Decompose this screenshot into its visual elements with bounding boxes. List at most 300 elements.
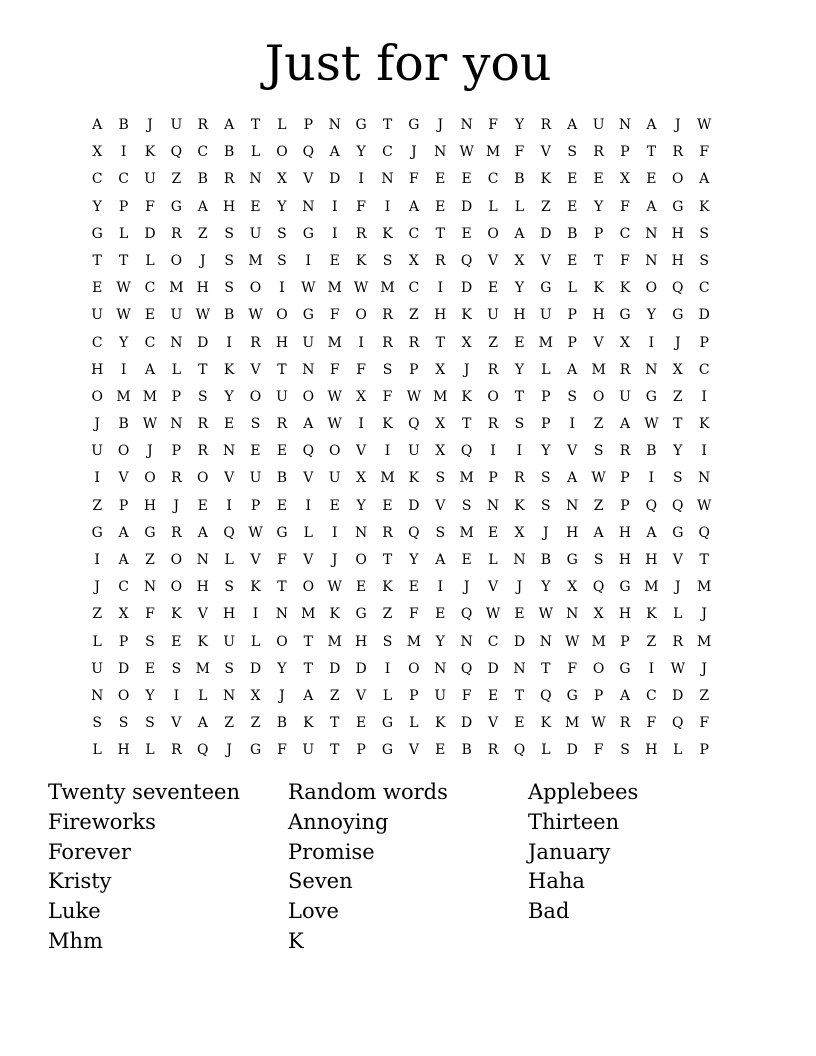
- grid-letter: A: [646, 198, 657, 215]
- grid-letter: J: [674, 117, 681, 133]
- grid-letter: T: [118, 252, 129, 269]
- grid-letter: J: [674, 579, 681, 596]
- grid-letter: E: [487, 524, 499, 541]
- grid-letter: N: [460, 117, 473, 133]
- grid-letter: J: [516, 579, 523, 596]
- grid-letter: S: [224, 579, 234, 596]
- grid-letter: L: [303, 524, 313, 541]
- word-list-item: Kristy: [48, 869, 112, 894]
- grid-letter: L: [145, 252, 155, 269]
- grid-letter: O: [91, 388, 103, 405]
- grid-letter: L: [409, 715, 419, 732]
- grid-letter: Z: [171, 171, 182, 188]
- grid-letter: E: [593, 171, 604, 188]
- grid-letter: G: [381, 715, 394, 732]
- grid-letter: S: [224, 225, 234, 242]
- word-list: [48, 778, 768, 957]
- grid-letter: K: [646, 606, 657, 623]
- grid-letter: P: [620, 470, 630, 487]
- grid-letter: A: [646, 524, 657, 541]
- grid-letter: T: [382, 117, 393, 133]
- grid-letter: R: [171, 470, 182, 487]
- grid-letter: E: [435, 171, 446, 188]
- grid-letter: L: [145, 742, 155, 759]
- grid-letter: C: [197, 144, 209, 161]
- grid-letter: B: [514, 171, 525, 188]
- grid-letter: J: [147, 117, 153, 133]
- grid-letter: X: [118, 606, 129, 623]
- grid-letter: H: [117, 742, 130, 759]
- grid-letter: E: [355, 715, 367, 732]
- grid-letter: W: [327, 579, 342, 596]
- grid-letter: O: [355, 307, 367, 324]
- grid-letter: J: [173, 497, 180, 514]
- grid-letter: T: [514, 687, 525, 704]
- grid-letter: I: [384, 660, 391, 677]
- grid-letter: P: [699, 742, 709, 759]
- grid-letter: Y: [224, 388, 234, 405]
- grid-letter: S: [382, 361, 393, 378]
- grid-letter: T: [461, 416, 472, 433]
- grid-letter: A: [118, 524, 129, 541]
- grid-letter: T: [330, 742, 340, 759]
- grid-letter: W: [591, 470, 606, 487]
- grid-letter: M: [697, 633, 712, 650]
- grid-letter: X: [435, 443, 446, 460]
- grid-letter: K: [355, 252, 367, 269]
- grid-letter: I: [648, 334, 655, 351]
- grid-letter: M: [406, 633, 422, 650]
- grid-letter: G: [249, 742, 262, 759]
- grid-letter: E: [144, 307, 156, 324]
- grid-letter: I: [358, 416, 364, 433]
- grid-letter: N: [170, 416, 183, 433]
- grid-letter: H: [91, 361, 104, 378]
- grid-letter: L: [198, 687, 208, 704]
- grid-letter: X: [250, 687, 261, 704]
- grid-letter: P: [356, 742, 366, 759]
- grid-letter: N: [302, 361, 315, 378]
- grid-letter: T: [198, 361, 208, 378]
- grid-letter: M: [327, 633, 342, 650]
- grid-letter: R: [197, 443, 209, 460]
- grid-letter: Y: [541, 443, 551, 460]
- grid-letter: V: [593, 334, 604, 351]
- grid-letter: W: [142, 416, 158, 433]
- grid-letter: R: [197, 117, 209, 133]
- grid-letter: B: [197, 171, 208, 188]
- grid-letter: Y: [277, 198, 287, 215]
- grid-letter: O: [170, 252, 183, 269]
- grid-letter: S: [118, 715, 129, 732]
- grid-letter: U: [619, 388, 631, 405]
- grid-letter: W: [591, 715, 606, 732]
- grid-letter: P: [620, 144, 630, 161]
- grid-letter: B: [224, 144, 235, 161]
- grid-letter: A: [514, 225, 525, 242]
- grid-letter: I: [252, 606, 259, 623]
- grid-letter: W: [670, 660, 685, 677]
- grid-letter: J: [411, 144, 417, 161]
- grid-letter: H: [275, 334, 289, 351]
- grid-letter: V: [567, 443, 578, 460]
- grid-letter: E: [435, 606, 446, 623]
- grid-letter: V: [171, 715, 182, 732]
- grid-letter: L: [541, 361, 551, 378]
- grid-letter: H: [592, 307, 605, 324]
- grid-letter: T: [514, 388, 525, 405]
- word-column-2: [288, 778, 528, 957]
- grid-letter: A: [329, 144, 340, 161]
- grid-letter: U: [170, 307, 183, 324]
- word-list-item: Annoying: [288, 809, 389, 834]
- grid-letter: H: [645, 742, 658, 759]
- grid-letter: V: [487, 579, 499, 596]
- grid-letter: I: [173, 687, 180, 704]
- grid-letter: G: [619, 660, 631, 677]
- grid-letter: J: [463, 361, 470, 378]
- grid-letter: O: [117, 443, 130, 460]
- grid-letter: L: [514, 198, 525, 215]
- grid-letter: O: [117, 687, 130, 704]
- grid-letter: A: [619, 416, 631, 433]
- grid-letter: T: [382, 552, 393, 568]
- grid-letter: C: [382, 144, 393, 161]
- grid-letter: N: [328, 117, 341, 133]
- grid-letter: H: [566, 524, 579, 541]
- grid-letter: C: [408, 280, 420, 297]
- grid-letter: H: [671, 252, 684, 269]
- grid-letter: I: [331, 198, 338, 215]
- grid-letter: O: [276, 633, 288, 650]
- grid-letter: P: [620, 497, 630, 514]
- grid-letter: Q: [197, 742, 209, 759]
- grid-letter: Q: [513, 742, 526, 759]
- grid-letter: N: [143, 579, 157, 596]
- grid-letter: N: [645, 252, 658, 269]
- grid-letter: P: [567, 307, 577, 324]
- grid-letter: W: [644, 416, 659, 433]
- grid-letter: P: [250, 497, 261, 514]
- grid-letter: J: [94, 416, 100, 433]
- grid-letter: P: [303, 117, 314, 133]
- grid-letter: A: [567, 470, 578, 487]
- grid-letter: Y: [646, 307, 657, 324]
- grid-letter: D: [698, 307, 710, 324]
- grid-letter: X: [567, 579, 578, 596]
- grid-letter: X: [276, 171, 287, 188]
- grid-letter: B: [567, 225, 578, 242]
- grid-letter: K: [197, 633, 208, 650]
- word-list-item: Haha: [528, 869, 585, 894]
- grid-letter: F: [514, 144, 525, 161]
- grid-letter: S: [224, 252, 234, 269]
- grid-letter: G: [645, 388, 657, 405]
- word-list-item: Mhm: [48, 928, 103, 953]
- grid-letter: D: [513, 633, 526, 650]
- grid-letter: Q: [672, 280, 684, 297]
- grid-letter: Z: [197, 225, 208, 242]
- grid-letter: D: [408, 497, 420, 514]
- grid-letter: M: [248, 252, 263, 269]
- grid-letter: I: [648, 470, 655, 487]
- grid-letter: P: [118, 633, 129, 650]
- grid-letter: I: [648, 660, 655, 677]
- grid-letter: J: [331, 552, 338, 568]
- grid-letter: E: [435, 742, 446, 759]
- grid-letter: O: [487, 225, 499, 242]
- grid-letter: F: [699, 144, 710, 161]
- grid-letter: P: [171, 443, 182, 460]
- grid-letter: H: [196, 280, 209, 297]
- grid-letter: S: [593, 552, 604, 568]
- grid-letter: R: [197, 416, 209, 433]
- grid-letter: N: [434, 660, 447, 677]
- grid-letter: S: [224, 280, 234, 297]
- grid-letter: Q: [592, 579, 605, 596]
- grid-letter: X: [514, 524, 525, 541]
- grid-letter: N: [486, 497, 500, 514]
- word-column-3: [528, 778, 768, 957]
- grid-letter: M: [380, 280, 395, 297]
- grid-letter: I: [120, 361, 127, 378]
- grid-letter: N: [618, 117, 632, 133]
- grid-letter: O: [249, 280, 262, 297]
- grid-letter: A: [303, 416, 314, 433]
- grid-letter: C: [118, 171, 129, 188]
- grid-letter: P: [567, 334, 577, 351]
- grid-letter: P: [541, 416, 551, 433]
- grid-letter: K: [698, 416, 710, 433]
- grid-letter: L: [382, 687, 393, 704]
- grid-letter: V: [118, 470, 129, 487]
- grid-letter: R: [619, 443, 631, 460]
- grid-letter: R: [619, 715, 631, 732]
- grid-letter: E: [514, 606, 525, 623]
- grid-letter: I: [94, 552, 100, 568]
- grid-letter: D: [461, 280, 473, 297]
- grid-letter: L: [673, 742, 683, 759]
- word-column-1: [48, 778, 288, 957]
- grid-letter: I: [358, 334, 364, 351]
- grid-letter: A: [197, 198, 208, 215]
- grid-letter: I: [226, 334, 232, 351]
- grid-letter: E: [461, 225, 472, 242]
- grid-letter: F: [329, 361, 340, 378]
- grid-letter: K: [540, 171, 552, 188]
- grid-letter: R: [487, 742, 499, 759]
- grid-letter: I: [490, 443, 496, 460]
- grid-letter: T: [435, 225, 445, 242]
- grid-letter: U: [276, 388, 288, 405]
- grid-letter: P: [620, 633, 630, 650]
- grid-letter: D: [566, 742, 578, 759]
- word-list-item: Promise: [288, 839, 375, 864]
- grid-letter: N: [434, 144, 447, 161]
- grid-letter: O: [144, 470, 156, 487]
- grid-letter: T: [646, 144, 657, 161]
- grid-letter: W: [116, 280, 131, 297]
- grid-letter: Y: [145, 687, 155, 704]
- grid-letter: Y: [409, 552, 419, 568]
- grid-letter: V: [303, 171, 314, 188]
- grid-letter: M: [327, 334, 342, 351]
- grid-letter: R: [619, 361, 631, 378]
- grid-letter: L: [171, 361, 182, 378]
- grid-letter: N: [91, 687, 104, 704]
- grid-letter: B: [276, 470, 288, 487]
- grid-letter: L: [567, 280, 577, 297]
- grid-letter: H: [143, 497, 157, 514]
- grid-letter: S: [567, 144, 578, 161]
- grid-letter: M: [195, 660, 210, 677]
- grid-letter: F: [382, 388, 393, 405]
- grid-letter: B: [118, 416, 129, 433]
- grid-letter: R: [435, 252, 446, 269]
- grid-letter: J: [437, 117, 444, 133]
- grid-letter: B: [118, 117, 129, 133]
- grid-letter: L: [250, 633, 261, 650]
- grid-letter: N: [223, 687, 236, 704]
- grid-letter: U: [328, 470, 341, 487]
- grid-letter: D: [249, 660, 262, 677]
- grid-letter: E: [514, 715, 525, 732]
- grid-letter: C: [144, 280, 156, 297]
- grid-letter: M: [459, 470, 474, 487]
- grid-letter: E: [514, 334, 525, 351]
- grid-letter: D: [487, 660, 499, 677]
- grid-letter: Q: [460, 252, 473, 269]
- grid-letter: Y: [356, 144, 366, 161]
- grid-letter: E: [355, 579, 367, 596]
- grid-letter: O: [592, 388, 605, 405]
- grid-letter: S: [224, 660, 234, 677]
- grid-letter: U: [91, 660, 104, 677]
- word-list-item: Forever: [48, 839, 131, 864]
- grid-letter: R: [540, 117, 552, 133]
- grid-letter: F: [461, 687, 472, 704]
- grid-letter: S: [672, 470, 683, 487]
- grid-letter: Q: [302, 144, 315, 161]
- grid-letter: L: [277, 117, 287, 133]
- grid-letter: N: [196, 552, 209, 568]
- grid-letter: V: [356, 687, 367, 704]
- grid-letter: G: [566, 552, 578, 568]
- grid-letter: O: [276, 144, 288, 161]
- grid-letter: D: [329, 171, 341, 188]
- grid-letter: K: [593, 280, 604, 297]
- grid-letter: H: [223, 198, 236, 215]
- grid-letter: L: [488, 552, 498, 568]
- grid-letter: E: [461, 171, 472, 188]
- grid-letter: J: [147, 443, 153, 460]
- grid-letter: A: [197, 524, 208, 541]
- grid-letter: I: [569, 416, 575, 433]
- grid-letter: T: [593, 252, 604, 269]
- grid-letter: G: [566, 687, 578, 704]
- grid-letter: Y: [277, 660, 287, 677]
- grid-letter: U: [407, 443, 420, 460]
- grid-letter: Z: [593, 416, 604, 433]
- word-list-item: Fireworks: [48, 809, 156, 834]
- grid-letter: K: [144, 144, 156, 161]
- grid-letter: P: [118, 198, 129, 215]
- grid-letter: A: [197, 715, 208, 732]
- grid-letter: F: [593, 742, 604, 759]
- grid-letter: J: [279, 687, 285, 704]
- grid-letter: G: [302, 307, 314, 324]
- grid-letter: R: [382, 307, 393, 324]
- grid-letter: W: [565, 633, 580, 650]
- grid-letter: U: [434, 687, 447, 704]
- grid-letter: Q: [540, 687, 552, 704]
- grid-letter: T: [303, 660, 313, 677]
- grid-letter: I: [331, 524, 338, 541]
- grid-letter: O: [170, 579, 183, 596]
- grid-letter: G: [672, 307, 684, 324]
- grid-letter: A: [646, 117, 657, 133]
- word-list-item: Luke: [48, 899, 101, 924]
- grid-letter: E: [487, 280, 499, 297]
- word-list-item: Bad: [528, 899, 570, 924]
- grid-letter: H: [671, 225, 684, 242]
- grid-letter: R: [355, 225, 367, 242]
- word-list-item: Random words: [288, 780, 448, 804]
- grid-letter: F: [620, 198, 630, 215]
- grid-letter: S: [435, 470, 446, 487]
- grid-letter: P: [699, 334, 709, 351]
- grid-letter: K: [435, 715, 446, 732]
- grid-letter: W: [353, 280, 369, 297]
- grid-letter: O: [170, 552, 183, 568]
- grid-letter: S: [171, 660, 182, 677]
- grid-letter: E: [567, 252, 578, 269]
- grid-letter: T: [92, 252, 102, 269]
- grid-letter: K: [382, 225, 393, 242]
- grid-letter: H: [618, 606, 632, 623]
- grid-letter: Z: [382, 606, 393, 623]
- grid-letter: S: [277, 225, 287, 242]
- grid-letter: G: [381, 742, 394, 759]
- grid-letter: W: [301, 280, 316, 297]
- grid-letter: Q: [460, 606, 473, 623]
- grid-letter: T: [303, 633, 313, 650]
- grid-letter: N: [566, 497, 579, 514]
- grid-letter: U: [487, 307, 499, 324]
- grid-letter: N: [381, 171, 394, 188]
- grid-letter: E: [382, 497, 393, 514]
- grid-letter: I: [305, 497, 312, 514]
- grid-letter: G: [619, 579, 631, 596]
- grid-letter: M: [644, 579, 659, 596]
- grid-letter: N: [513, 660, 526, 677]
- grid-letter: T: [277, 361, 287, 378]
- grid-letter: G: [91, 524, 103, 541]
- grid-letter: Z: [329, 687, 340, 704]
- grid-letter: V: [197, 606, 208, 623]
- grid-letter: A: [435, 552, 446, 568]
- grid-letter: R: [171, 742, 182, 759]
- grid-letter: E: [144, 660, 156, 677]
- grid-letter: Z: [92, 497, 103, 514]
- grid-letter: L: [250, 144, 261, 161]
- grid-letter: A: [408, 198, 419, 215]
- grid-letter: K: [619, 280, 631, 297]
- grid-letter: E: [567, 171, 578, 188]
- grid-letter: M: [301, 606, 316, 623]
- grid-letter: L: [541, 742, 551, 759]
- grid-letter: K: [382, 416, 393, 433]
